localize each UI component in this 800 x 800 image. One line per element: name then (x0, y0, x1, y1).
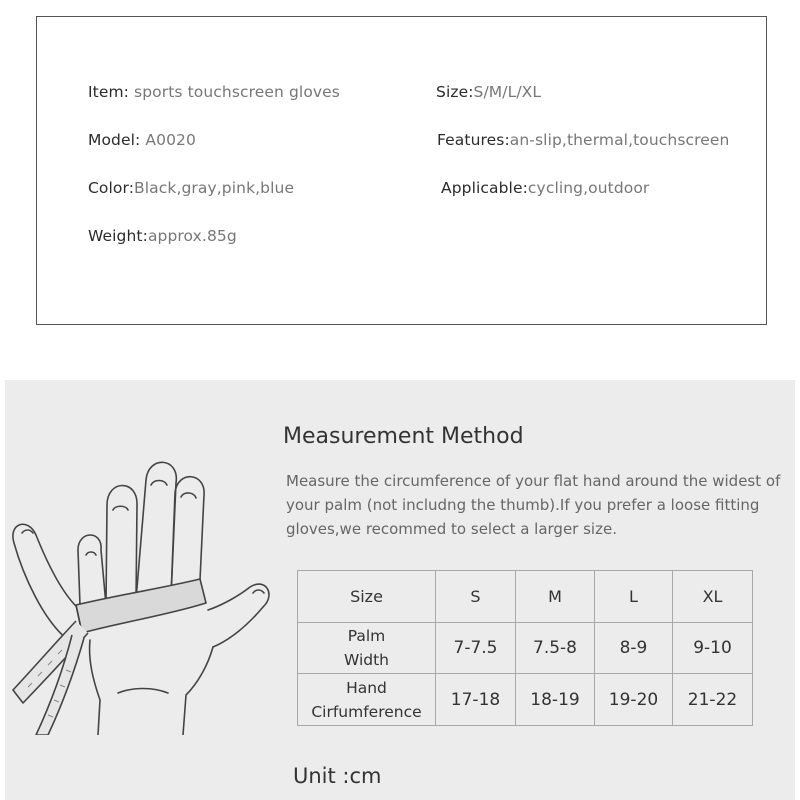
size-header-s: S (436, 571, 516, 623)
palm-width-m: 7.5-8 (516, 623, 595, 674)
spec-features-label: Features: (437, 131, 510, 149)
size-header-l: L (595, 571, 673, 623)
spec-color-label: Color: (88, 179, 135, 197)
measurement-description: Measure the circumference of your flat hand around the widest of your palm (not includng the thumb).If you prefer a loose fitting gloves,we recommed to select a larger size. (286, 472, 781, 538)
hand-with-measuring-tape-icon (8, 455, 288, 735)
spec-applicable-value: cycling,outdoor (527, 179, 650, 197)
size-chart-table (297, 570, 753, 726)
spec-color-value: Black,gray,pink,blue (134, 179, 295, 197)
spec-size-label: Size: (436, 83, 474, 101)
measurement-title: Measurement Method (283, 424, 524, 449)
spec-applicable-label: Applicable: (441, 179, 528, 197)
palm-width-label (298, 623, 436, 674)
spec-weight-value: approx.85g (147, 227, 237, 245)
hand-circumference-m: 18-19 (516, 674, 595, 726)
hand-circumference-label (298, 674, 436, 726)
spec-weight (88, 227, 237, 245)
spec-applicable (441, 179, 649, 197)
spec-features (437, 131, 729, 149)
palm-width-xl: 9-10 (673, 623, 753, 674)
hand-circumference-l: 19-20 (595, 674, 673, 726)
palm-width-row (298, 623, 753, 674)
hand-circumference-label-line2: Cirfumference (311, 702, 422, 721)
spec-item (88, 83, 340, 101)
hand-circumference-label-line1: Hand (346, 678, 387, 697)
palm-width-label-line2: Width (343, 651, 390, 669)
spec-weight-label: Weight: (88, 227, 148, 245)
palm-width-label-line1: Palm (347, 627, 386, 645)
spec-features-value: an-slip,thermal,touchscreen (509, 131, 730, 149)
spec-size (436, 83, 541, 101)
size-header-m: M (516, 571, 595, 623)
palm-width-s: 7-7.5 (436, 623, 516, 674)
spec-color (88, 179, 294, 197)
hand-circumference-xl: 21-22 (673, 674, 753, 726)
size-header-xl: XL (673, 571, 753, 623)
palm-width-l: 8-9 (595, 623, 673, 674)
spec-model (88, 131, 196, 149)
spec-model-label: Model: (88, 131, 141, 149)
spec-item-label: Item: (88, 83, 130, 101)
spec-size-value: S/M/L/XL (473, 83, 542, 101)
spec-model-value: A0020 (140, 131, 196, 149)
size-chart-header-row (298, 571, 753, 623)
hand-circumference-row (298, 674, 753, 726)
hand-circumference-s: 17-18 (436, 674, 516, 726)
spec-item-value: sports touchscreen gloves (129, 83, 340, 101)
product-spec-box (36, 16, 767, 325)
unit-label: Unit :cm (293, 764, 382, 788)
size-header-label: Size (298, 571, 436, 623)
